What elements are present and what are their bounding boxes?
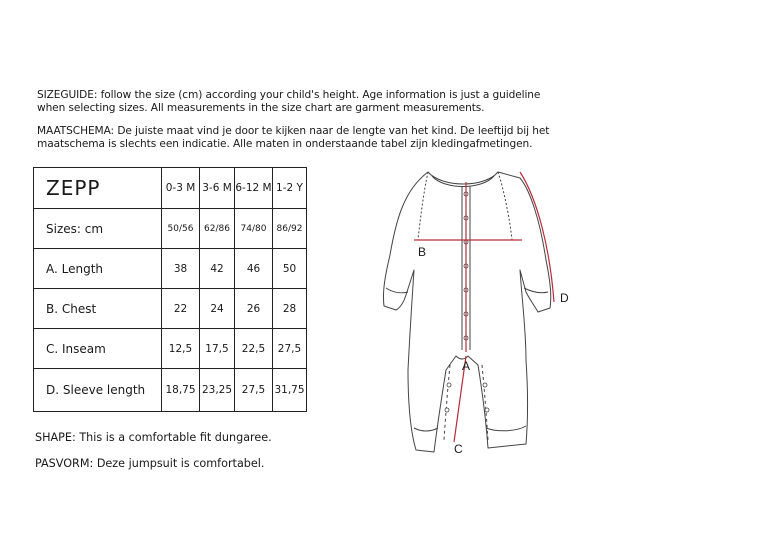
column-header: 1-2 Y bbox=[273, 168, 307, 209]
table-cell: 31,75 bbox=[273, 369, 307, 412]
maatschema-label: MAATSCHEMA: bbox=[37, 125, 115, 137]
right-cuff-seam bbox=[524, 288, 548, 293]
sizeguide-line-2: when selecting sizes. All measurements in the size chart are garment measurements. bbox=[37, 102, 485, 114]
table-cell: 18,75 bbox=[162, 369, 200, 412]
pasvorm-label: PASVORM: bbox=[35, 457, 94, 470]
pasvorm-text: Deze jumpsuit is comfortabel. bbox=[96, 457, 265, 470]
leg-placket bbox=[444, 365, 488, 440]
brand-name: ZEPP bbox=[34, 168, 162, 209]
table-cell: 50 bbox=[273, 249, 307, 289]
label-c: C bbox=[454, 442, 463, 456]
neckline bbox=[432, 176, 494, 187]
label-b: B bbox=[418, 245, 427, 259]
label-d: D bbox=[560, 291, 569, 305]
table-row bbox=[34, 209, 307, 249]
table-cell: 62/86 bbox=[200, 209, 235, 249]
column-header: 0-3 M bbox=[162, 168, 200, 209]
table-cell: 27,5 bbox=[235, 369, 273, 412]
row-label: D. Sleeve length bbox=[34, 369, 162, 412]
table-row bbox=[34, 249, 307, 289]
table-cell: 50/56 bbox=[162, 209, 200, 249]
label-a: A bbox=[462, 359, 471, 373]
column-header: 3-6 M bbox=[200, 168, 235, 209]
table-cell: 22,5 bbox=[235, 329, 273, 369]
sizeguide-english bbox=[37, 89, 540, 115]
measurement-lines bbox=[414, 172, 554, 442]
sizeguide-line-1: follow the size (cm) according your child's height. Age information is just a guideline bbox=[100, 89, 541, 101]
table-row bbox=[34, 369, 307, 412]
snap-buttons bbox=[445, 192, 489, 412]
table-cell: 46 bbox=[235, 249, 273, 289]
table-cell: 17,5 bbox=[200, 329, 235, 369]
snap-button bbox=[447, 383, 451, 387]
table-cell: 12,5 bbox=[162, 329, 200, 369]
right-raglan-seam bbox=[498, 172, 512, 240]
table-cell: 38 bbox=[162, 249, 200, 289]
row-label: B. Chest bbox=[34, 289, 162, 329]
left-raglan-seam bbox=[418, 172, 428, 240]
snap-button bbox=[485, 408, 489, 412]
table-header-row bbox=[34, 168, 307, 209]
shape-dutch bbox=[35, 457, 264, 470]
table-cell: 24 bbox=[200, 289, 235, 329]
size-table bbox=[33, 167, 307, 412]
table-cell: 26 bbox=[235, 289, 273, 329]
right-ankle-seam bbox=[486, 426, 526, 431]
table-cell: 28 bbox=[273, 289, 307, 329]
measure-d-sleeve bbox=[520, 172, 554, 302]
table-cell: 74/80 bbox=[235, 209, 273, 249]
table-cell: 86/92 bbox=[273, 209, 307, 249]
table-cell: 42 bbox=[200, 249, 235, 289]
left-cuff-seam bbox=[386, 288, 408, 293]
table-cell: 27,5 bbox=[273, 329, 307, 369]
left-ankle-seam bbox=[414, 428, 438, 431]
table-cell: 23,25 bbox=[200, 369, 235, 412]
shape-text: This is a comfortable fit dungaree. bbox=[79, 431, 272, 444]
row-label: Sizes: cm bbox=[34, 209, 162, 249]
table-row bbox=[34, 329, 307, 369]
row-label: C. Inseam bbox=[34, 329, 162, 369]
sizeguide-dutch bbox=[37, 125, 549, 151]
table-cell: 22 bbox=[162, 289, 200, 329]
maatschema-line-1: De juiste maat vind je door te kijken naar de lengte van het kind. De leeftijd bij het bbox=[117, 125, 550, 137]
maatschema-line-2: maatschema is slechts een indicatie. Alle maten in onderstaande tabel zijn kledingafmetingen. bbox=[37, 138, 533, 150]
snap-button bbox=[445, 408, 449, 412]
shape-label: SHAPE: bbox=[35, 431, 76, 444]
column-header: 6-12 M bbox=[235, 168, 273, 209]
row-label: A. Length bbox=[34, 249, 162, 289]
table-row bbox=[34, 289, 307, 329]
jumpsuit-diagram bbox=[370, 160, 580, 465]
snap-button bbox=[483, 383, 487, 387]
sizeguide-label: SIZEGUIDE: bbox=[37, 89, 98, 101]
shape-english bbox=[35, 431, 272, 444]
